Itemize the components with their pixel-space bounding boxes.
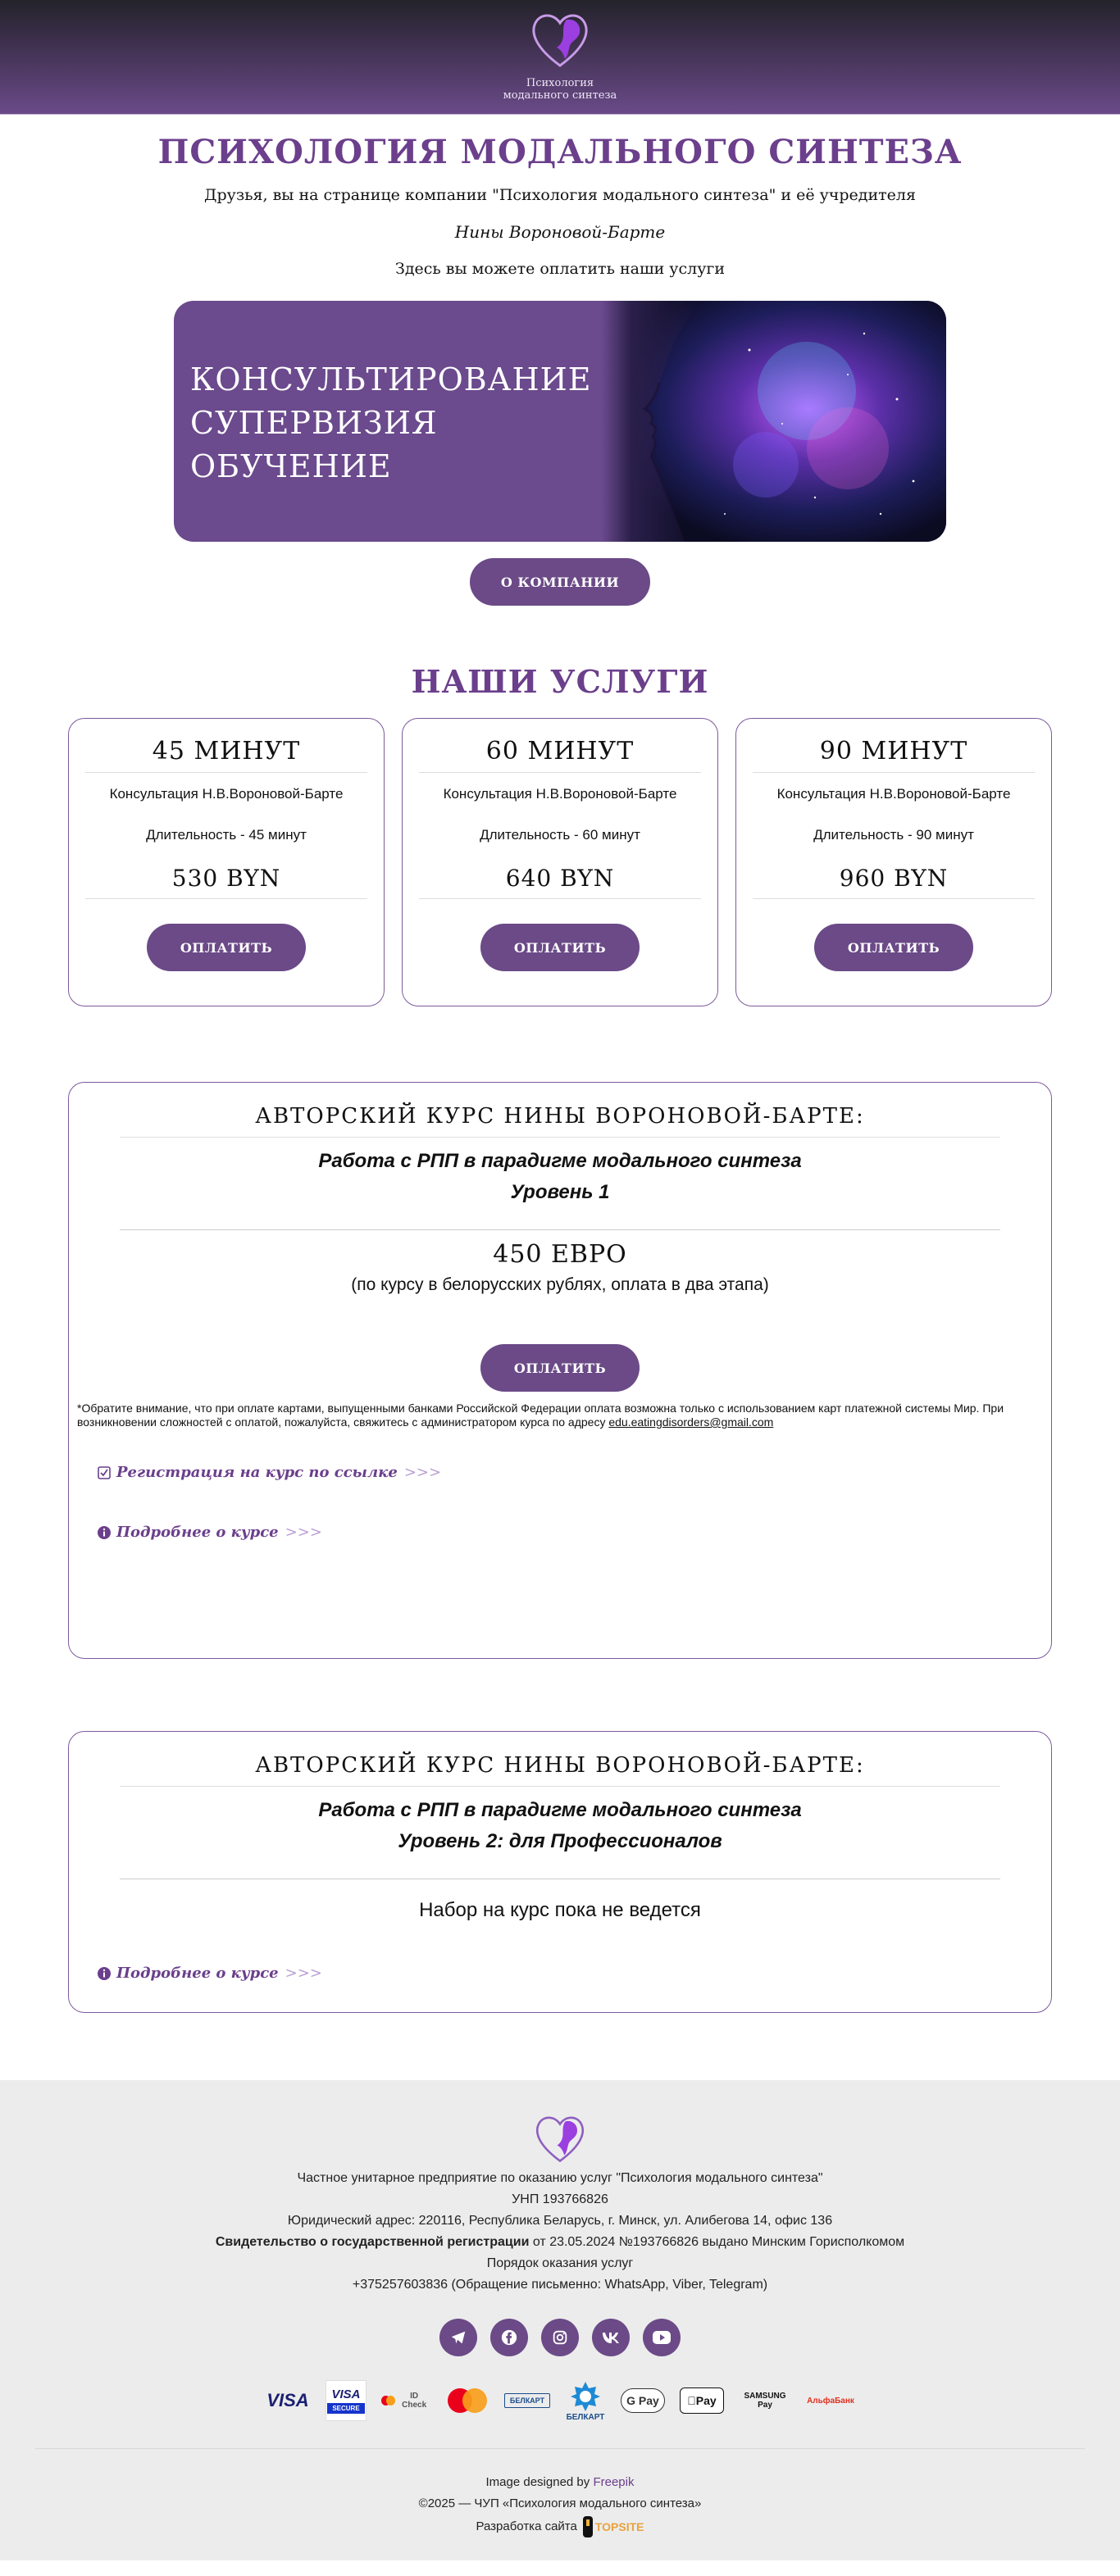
site-footer	[0, 2080, 1120, 2560]
services-title: НАШИ УСЛУГИ	[411, 663, 709, 700]
course-details-link[interactable]	[97, 1965, 1043, 1982]
footer-order-link[interactable]: Порядок оказания услуг	[486, 2256, 634, 2270]
course-card-level1	[68, 1082, 1052, 1659]
service-card-duration: Длительность - 90 минут	[813, 827, 974, 843]
social-links	[0, 2319, 1120, 2356]
service-card-title: 60 МИНУТ	[419, 737, 701, 773]
course-details-link-label: Подробнее о курсе	[116, 1524, 279, 1541]
course-name	[120, 1795, 1000, 1879]
register-link-arrows: >>>	[403, 1464, 442, 1481]
belkart-logo: БЕЛКАРТ	[504, 2393, 550, 2408]
banner-line-supervision: СУПЕРВИЗИЯ	[190, 405, 438, 441]
course-pay-button[interactable]: ОПЛАТИТЬ	[480, 1344, 640, 1392]
info-icon	[97, 1525, 112, 1540]
mastercard-logo	[445, 2387, 489, 2415]
info-icon	[97, 1966, 112, 1981]
developer-credit	[476, 2515, 644, 2539]
service-card-90	[735, 718, 1052, 1006]
vk-icon[interactable]	[592, 2319, 630, 2356]
course-name	[120, 1146, 1000, 1230]
youtube-icon[interactable]	[643, 2319, 681, 2356]
payment-note	[77, 1402, 1043, 1429]
course-name-line2: Уровень 1	[510, 1181, 610, 1203]
admin-email-link[interactable]: edu.eatingdisorders@gmail.com	[608, 1415, 774, 1429]
course-heading: АВТОРСКИЙ КУРС НИНЫ ВОРОНОВОЙ-БАРТЕ:	[120, 1753, 1000, 1787]
site-header	[0, 0, 1120, 115]
service-card-subtitle: Консультация Н.В.Вороновой-Барте	[776, 786, 1011, 802]
heart-head-logo-icon	[527, 8, 593, 69]
page-title: ПСИХОЛОГИЯ МОДАЛЬНОГО СИНТЕЗА	[157, 133, 963, 171]
pay-button-45[interactable]: ОПЛАТИТЬ	[147, 924, 306, 971]
google-pay-logo: G Pay	[621, 2388, 665, 2413]
service-card-duration: Длительность - 60 минут	[480, 827, 640, 843]
banner-line-consulting: КОНСУЛЬТИРОВАНИЕ	[190, 361, 592, 398]
service-card-price: 530 BYN	[85, 865, 367, 899]
service-cards	[68, 718, 1052, 1006]
footer-company: Частное унитарное предприятие по оказанию услуг "Психология модального синтеза"	[297, 2171, 823, 2185]
service-card-title: 90 МИНУТ	[753, 737, 1035, 773]
service-card-subtitle: Консультация Н.В.Вороновой-Барте	[109, 786, 344, 802]
course-card-level2	[68, 1731, 1052, 2013]
banner-text	[190, 358, 591, 488]
logo-text-line1: Психология	[526, 77, 594, 89]
founder-name: Нины Вороновой-Барте	[454, 222, 666, 242]
course-heading: АВТОРСКИЙ КУРС НИНЫ ВОРОНОВОЙ-БАРТЕ:	[120, 1104, 1000, 1138]
developer-label: Разработка сайта	[476, 2519, 577, 2533]
service-card-60	[402, 718, 718, 1006]
course-name-line1: Работа с РПП в парадигме модального синтеза	[318, 1799, 802, 1821]
course-details-link-label: Подробнее о курсе	[116, 1965, 279, 1982]
course-details-link-arrows: >>>	[285, 1965, 322, 1982]
belkart-seal-label: БЕЛКАРТ	[566, 2412, 605, 2422]
belkart-seal-logo	[565, 2378, 606, 2424]
pay-note: Здесь вы можете оплатить наши услуги	[394, 260, 725, 278]
freepik-link[interactable]: Freepik	[593, 2475, 635, 2489]
footer-certificate-bold: Свидетельство о государственной регистрации	[215, 2235, 530, 2249]
footer-unp: УНП 193766826	[512, 2192, 608, 2206]
topsite-icon	[582, 2515, 594, 2539]
id-check-label: ID Check	[402, 2392, 427, 2410]
course-name-line2: Уровень 2: для Профессионалов	[398, 1830, 722, 1852]
register-link[interactable]	[97, 1464, 1043, 1481]
banner-line-education: ОБУЧЕНИЕ	[190, 448, 392, 484]
cosmic-face-image	[602, 301, 946, 542]
apple-pay-label: Pay	[691, 2394, 713, 2407]
about-company-button[interactable]: О КОМПАНИИ	[470, 558, 650, 606]
payment-methods	[0, 2378, 1120, 2424]
logo-text	[462, 77, 658, 102]
pay-button-90[interactable]: ОПЛАТИТЬ	[814, 924, 973, 971]
image-credit	[0, 2472, 1120, 2493]
topsite-logo[interactable]	[582, 2515, 644, 2539]
image-credit-prefix: Image designed by	[485, 2475, 590, 2489]
service-card-subtitle: Консультация Н.В.Вороновой-Барте	[443, 786, 677, 802]
service-card-duration: Длительность - 45 минут	[146, 827, 307, 843]
logo[interactable]	[462, 8, 658, 102]
footer-certificate-rest: от 23.05.2024 №193766826 выдано Минским Горисполкомом	[529, 2235, 905, 2249]
course-price: 450 ЕВРО	[493, 1240, 627, 1269]
course-details-link[interactable]	[97, 1524, 1043, 1541]
footer-credits	[0, 2472, 1120, 2539]
footer-phone: +375257603836 (Обращение письменно: WhatsApp, Viber, Telegram)	[352, 2278, 768, 2292]
telegram-icon[interactable]	[439, 2319, 477, 2356]
checkbox-icon	[97, 1465, 112, 1480]
intro-text: Друзья, вы на странице компании "Психология модального синтеза" и её учредителя	[204, 186, 916, 204]
copyright: ©2025 — ЧУП «Психология модального синтеза»	[418, 2496, 702, 2510]
topsite-label: TOPSITE	[594, 2520, 644, 2533]
service-card-45	[68, 718, 385, 1006]
logo-text-line2: модального синтеза	[503, 89, 617, 102]
service-card-price: 640 BYN	[419, 865, 701, 899]
course-name-line1: Работа с РПП в парадигме модального синтеза	[318, 1150, 802, 1172]
hero-banner	[174, 301, 946, 542]
payment-note-text: *Обратите внимание, что при оплате картами, выпущенными банками Российской Федерации оплата возможна только с использованием карт платежной системы Мир. При возникновении сложностей с оплатой, пожалуйста, свяжитесь с администратором курса по адресу	[77, 1402, 1004, 1429]
course-price-note: (по курсу в белорусских рублях, оплата в два этапа)	[351, 1275, 769, 1294]
facebook-icon[interactable]	[490, 2319, 528, 2356]
apple-pay-logo	[680, 2387, 724, 2414]
alfa-bank-logo: АльфаБанк	[807, 2396, 854, 2406]
visa-secure-logo: VISA SECURE	[326, 2380, 367, 2421]
register-link-label: Регистрация на курс по ссылке	[116, 1464, 398, 1481]
visa-logo: VISA	[266, 2390, 309, 2410]
mastercard-id-check-logo	[381, 2387, 430, 2415]
samsung-pay-logo: SAMSUNG Pay	[744, 2392, 786, 2410]
footer-logo-icon[interactable]	[531, 2111, 589, 2164]
pay-button-60[interactable]: ОПЛАТИТЬ	[480, 924, 640, 971]
course-details-link-arrows: >>>	[285, 1524, 322, 1541]
instagram-icon[interactable]	[541, 2319, 579, 2356]
enrollment-status: Набор на курс пока не ведется	[419, 1899, 701, 1921]
footer-divider	[35, 2448, 1085, 2449]
footer-certificate	[0, 2232, 1120, 2253]
footer-address: Юридический адрес: 220116, Республика Беларусь, г. Минск, ул. Алибегова 14, офис 136	[287, 2214, 833, 2228]
service-card-title: 45 МИНУТ	[85, 737, 367, 773]
service-card-price: 960 BYN	[753, 865, 1035, 899]
